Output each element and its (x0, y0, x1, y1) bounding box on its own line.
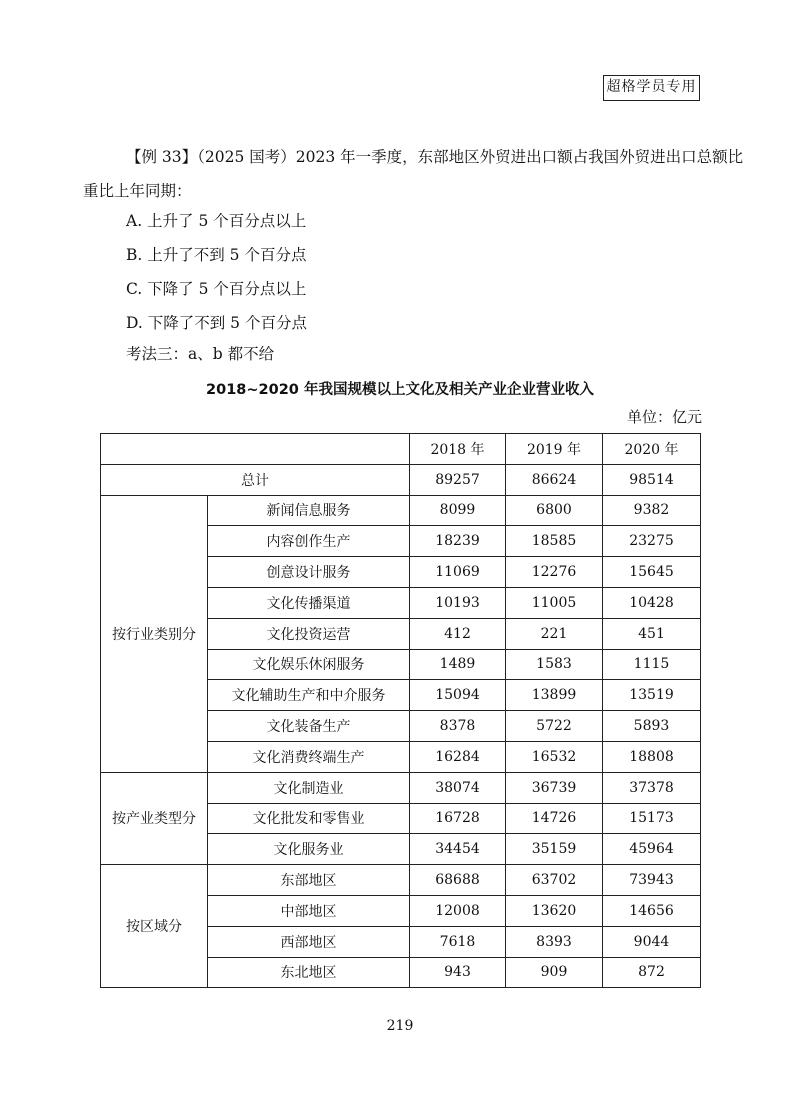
value-cell: 12008 (410, 895, 506, 926)
value-cell: 7618 (410, 926, 506, 957)
total-value: 98514 (603, 464, 701, 495)
row-label: 文化装备生产 (208, 711, 410, 742)
value-cell: 451 (603, 618, 701, 649)
revenue-table (100, 433, 701, 988)
value-cell: 13519 (603, 680, 701, 711)
row-label: 文化投资运营 (208, 618, 410, 649)
value-cell: 63702 (506, 865, 603, 896)
value-cell: 34454 (410, 834, 506, 865)
value-cell: 1583 (506, 649, 603, 680)
total-value: 89257 (410, 464, 506, 495)
row-label: 新闻信息服务 (208, 495, 410, 526)
student-only-badge: 超格学员专用 (603, 75, 700, 101)
value-cell: 45964 (603, 834, 701, 865)
table-row (101, 865, 701, 896)
value-cell: 15173 (603, 803, 701, 834)
header-year-2018: 2018 年 (410, 434, 506, 465)
value-cell: 68688 (410, 865, 506, 896)
header-blank-cell (101, 434, 410, 465)
option-a: A. 上升了 5 个百分点以上 (126, 212, 307, 230)
table-row (101, 495, 701, 526)
row-label: 内容创作生产 (208, 526, 410, 557)
value-cell: 12276 (506, 557, 603, 588)
value-cell: 38074 (410, 772, 506, 803)
value-cell: 9044 (603, 926, 701, 957)
row-label: 文化消费终端生产 (208, 741, 410, 772)
row-label: 文化传播渠道 (208, 587, 410, 618)
group-label: 按产业类型分 (101, 772, 208, 864)
value-cell: 221 (506, 618, 603, 649)
value-cell: 11005 (506, 587, 603, 618)
row-label: 文化辅助生产和中介服务 (208, 680, 410, 711)
header-row (101, 434, 701, 465)
group-label: 按区域分 (101, 865, 208, 988)
row-label: 东北地区 (208, 957, 410, 988)
value-cell: 15094 (410, 680, 506, 711)
value-cell: 18808 (603, 741, 701, 772)
row-label: 西部地区 (208, 926, 410, 957)
value-cell: 23275 (603, 526, 701, 557)
value-cell: 9382 (603, 495, 701, 526)
value-cell: 37378 (603, 772, 701, 803)
row-label: 文化娱乐休闲服务 (208, 649, 410, 680)
value-cell: 73943 (603, 865, 701, 896)
value-cell: 13899 (506, 680, 603, 711)
row-label: 文化批发和零售业 (208, 803, 410, 834)
value-cell: 8393 (506, 926, 603, 957)
value-cell: 8378 (410, 711, 506, 742)
header-year-2019: 2019 年 (506, 434, 603, 465)
row-label: 文化服务业 (208, 834, 410, 865)
option-d: D. 下降了不到 5 个百分点 (126, 314, 307, 332)
page-number: 219 (386, 1018, 414, 1034)
value-cell: 1489 (410, 649, 506, 680)
method-note: 考法三：a、b 都不给 (126, 345, 275, 363)
value-cell: 10193 (410, 587, 506, 618)
question-line-2: 重比上年同期： (83, 182, 192, 200)
question-line-1: 【例 33】（2025 国考）2023 年一季度，东部地区外贸进出口额占我国外贸进出口总额比 (126, 148, 744, 166)
value-cell: 16284 (410, 741, 506, 772)
option-c: C. 下降了 5 个百分点以上 (126, 280, 307, 298)
value-cell: 11069 (410, 557, 506, 588)
value-cell: 872 (603, 957, 701, 988)
value-cell: 14726 (506, 803, 603, 834)
value-cell: 8099 (410, 495, 506, 526)
question-stem (83, 144, 744, 200)
row-label: 文化制造业 (208, 772, 410, 803)
row-label: 中部地区 (208, 895, 410, 926)
revenue-table-body (101, 434, 701, 988)
value-cell: 18239 (410, 526, 506, 557)
value-cell: 36739 (506, 772, 603, 803)
group-label: 按行业类别分 (101, 495, 208, 772)
value-cell: 5893 (603, 711, 701, 742)
total-row (101, 464, 701, 495)
value-cell: 5722 (506, 711, 603, 742)
value-cell: 10428 (603, 587, 701, 618)
option-b: B. 上升了不到 5 个百分点 (126, 246, 307, 264)
table-title: 2018~2020 年我国规模以上文化及相关产业企业营业收入 (206, 382, 594, 398)
value-cell: 18585 (506, 526, 603, 557)
total-value: 86624 (506, 464, 603, 495)
value-cell: 14656 (603, 895, 701, 926)
total-label: 总计 (101, 464, 410, 495)
value-cell: 15645 (603, 557, 701, 588)
value-cell: 13620 (506, 895, 603, 926)
value-cell: 1115 (603, 649, 701, 680)
header-year-2020: 2020 年 (603, 434, 701, 465)
row-label: 东部地区 (208, 865, 410, 896)
value-cell: 943 (410, 957, 506, 988)
value-cell: 412 (410, 618, 506, 649)
value-cell: 6800 (506, 495, 603, 526)
value-cell: 35159 (506, 834, 603, 865)
value-cell: 16532 (506, 741, 603, 772)
value-cell: 909 (506, 957, 603, 988)
row-label: 创意设计服务 (208, 557, 410, 588)
table-row (101, 772, 701, 803)
value-cell: 16728 (410, 803, 506, 834)
table-unit: 单位：亿元 (626, 408, 702, 426)
